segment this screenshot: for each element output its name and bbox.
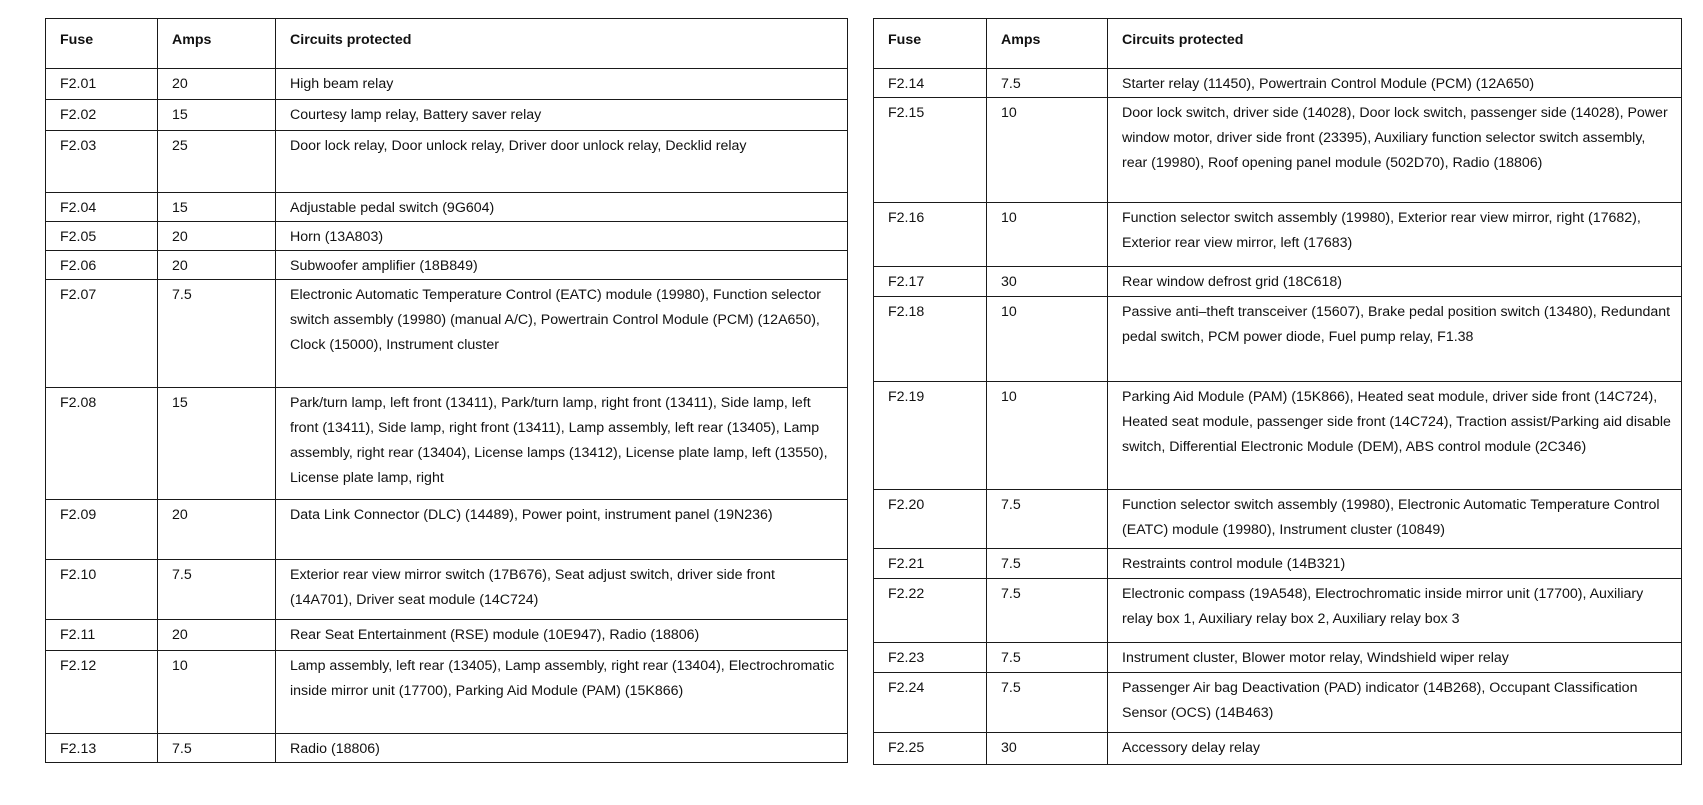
fuse-cell: F2.16	[874, 203, 987, 267]
fuse-cell: F2.14	[874, 69, 987, 98]
fuse-cell: F2.10	[46, 560, 158, 620]
header-row	[874, 19, 1682, 69]
table-row	[874, 267, 1682, 297]
circuits-cell: Door lock switch, driver side (14028), Door lock switch, passenger side (14028), Power window motor, driver side front (23395), Auxiliary function selector switch assembly, rear (19980), Roof opening panel module (502D70), Radio (18806)	[1108, 98, 1682, 203]
fuse-cell: F2.18	[874, 297, 987, 382]
amps-cell: 15	[158, 388, 276, 500]
amps-cell: 15	[158, 193, 276, 222]
amps-header: Amps	[158, 19, 276, 69]
circuits-cell: Data Link Connector (DLC) (14489), Power point, instrument panel (19N236)	[276, 500, 848, 560]
fuse-cell: F2.05	[46, 222, 158, 251]
amps-cell: 20	[158, 222, 276, 251]
circuits-cell: Exterior rear view mirror switch (17B676), Seat adjust switch, driver side front (14A701), Driver seat module (14C724)	[276, 560, 848, 620]
table-row	[874, 490, 1682, 549]
table-row	[46, 500, 848, 560]
fuse-cell: F2.21	[874, 549, 987, 579]
circuits-cell: Subwoofer amplifier (18B849)	[276, 251, 848, 280]
amps-cell: 7.5	[158, 734, 276, 763]
table-row	[46, 222, 848, 251]
table-row	[46, 251, 848, 280]
circuits-header: Circuits protected	[276, 19, 848, 69]
amps-cell: 20	[158, 500, 276, 560]
circuits-cell: Parking Aid Module (PAM) (15K866), Heated seat module, driver side front (14C724), Heated seat module, passenger side front (14C724), Traction assist/Parking aid disable switch, Differential Electronic Module (DEM), ABS control module (2C346)	[1108, 382, 1682, 490]
fuse-header: Fuse	[46, 19, 158, 69]
table-row	[874, 673, 1682, 733]
amps-cell: 10	[987, 297, 1108, 382]
table-row	[46, 651, 848, 734]
amps-cell: 10	[158, 651, 276, 734]
fuse-cell: F2.02	[46, 100, 158, 131]
circuits-cell: Door lock relay, Door unlock relay, Driver door unlock relay, Decklid relay	[276, 131, 848, 193]
table-row	[874, 579, 1682, 643]
table-row	[46, 388, 848, 500]
circuits-cell: Courtesy lamp relay, Battery saver relay	[276, 100, 848, 131]
table-row	[46, 131, 848, 193]
amps-cell: 25	[158, 131, 276, 193]
fuse-cell: F2.08	[46, 388, 158, 500]
fuse-cell: F2.19	[874, 382, 987, 490]
fuse-cell: F2.11	[46, 620, 158, 651]
table-row	[874, 297, 1682, 382]
amps-cell: 7.5	[987, 549, 1108, 579]
table-row	[874, 203, 1682, 267]
circuits-cell: Adjustable pedal switch (9G604)	[276, 193, 848, 222]
table-row	[46, 560, 848, 620]
circuits-cell: Function selector switch assembly (19980), Electronic Automatic Temperature Control (EATC) module (19980), Instrument cluster (10849)	[1108, 490, 1682, 549]
circuits-header: Circuits protected	[1108, 19, 1682, 69]
fuse-cell: F2.17	[874, 267, 987, 297]
fuse-cell: F2.20	[874, 490, 987, 549]
table-row	[46, 280, 848, 388]
table-row	[46, 193, 848, 222]
fuse-cell: F2.12	[46, 651, 158, 734]
fuse-cell: F2.22	[874, 579, 987, 643]
table-row	[46, 100, 848, 131]
circuits-cell: Instrument cluster, Blower motor relay, Windshield wiper relay	[1108, 643, 1682, 673]
amps-cell: 30	[987, 267, 1108, 297]
amps-cell: 7.5	[158, 560, 276, 620]
amps-cell: 7.5	[987, 490, 1108, 549]
circuits-cell: Passive anti–theft transceiver (15607), Brake pedal position switch (13480), Redundant pedal switch, PCM power diode, Fuel pump relay, F1.38	[1108, 297, 1682, 382]
amps-cell: 20	[158, 620, 276, 651]
amps-cell: 7.5	[987, 673, 1108, 733]
circuits-cell: Lamp assembly, left rear (13405), Lamp assembly, right rear (13404), Electrochromatic inside mirror unit (17700), Parking Aid Module (PAM) (15K866)	[276, 651, 848, 734]
amps-cell: 7.5	[158, 280, 276, 388]
circuits-cell: Electronic Automatic Temperature Control (EATC) module (19980), Function selector switch assembly (19980) (manual A/C), Powertrain Control Module (PCM) (12A650), Clock (15000), Instrument cluster	[276, 280, 848, 388]
circuits-cell: Accessory delay relay	[1108, 733, 1682, 765]
amps-cell: 7.5	[987, 643, 1108, 673]
amps-cell: 30	[987, 733, 1108, 765]
fuse-cell: F2.06	[46, 251, 158, 280]
table-row	[874, 549, 1682, 579]
amps-header: Amps	[987, 19, 1108, 69]
table-row	[874, 69, 1682, 98]
amps-cell: 10	[987, 98, 1108, 203]
fuse-cell: F2.09	[46, 500, 158, 560]
table-row	[874, 643, 1682, 673]
fuse-cell: F2.13	[46, 734, 158, 763]
amps-cell: 20	[158, 69, 276, 100]
circuits-cell: Park/turn lamp, left front (13411), Park/turn lamp, right front (13411), Side lamp, left front (13411), Side lamp, right front (13411), Lamp assembly, left rear (13405), Lamp assembly, right rear (13404), License lamps (13412), License plate lamp, left (13550), License plate lamp, right	[276, 388, 848, 500]
amps-cell: 10	[987, 382, 1108, 490]
fuse-table-left	[45, 18, 848, 763]
fuse-table-right	[873, 18, 1682, 765]
amps-cell: 7.5	[987, 579, 1108, 643]
amps-cell: 10	[987, 203, 1108, 267]
table-row	[874, 733, 1682, 765]
header-row	[46, 19, 848, 69]
fuse-cell: F2.01	[46, 69, 158, 100]
circuits-cell: Electronic compass (19A548), Electrochromatic inside mirror unit (17700), Auxiliary relay box 1, Auxiliary relay box 2, Auxiliary relay box 3	[1108, 579, 1682, 643]
circuits-cell: Passenger Air bag Deactivation (PAD) indicator (14B268), Occupant Classification Sensor (OCS) (14B463)	[1108, 673, 1682, 733]
circuits-cell: Starter relay (11450), Powertrain Control Module (PCM) (12A650)	[1108, 69, 1682, 98]
fuse-header: Fuse	[874, 19, 987, 69]
amps-cell: 20	[158, 251, 276, 280]
fuse-cell: F2.03	[46, 131, 158, 193]
fuse-cell: F2.15	[874, 98, 987, 203]
table-row	[46, 69, 848, 100]
table-row	[874, 382, 1682, 490]
amps-cell: 7.5	[987, 69, 1108, 98]
table-row	[874, 98, 1682, 203]
circuits-cell: Rear Seat Entertainment (RSE) module (10E947), Radio (18806)	[276, 620, 848, 651]
circuits-cell: Function selector switch assembly (19980), Exterior rear view mirror, right (17682), Exterior rear view mirror, left (17683)	[1108, 203, 1682, 267]
fuse-cell: F2.04	[46, 193, 158, 222]
table-row	[46, 620, 848, 651]
fuse-cell: F2.23	[874, 643, 987, 673]
fuse-cell: F2.24	[874, 673, 987, 733]
fuse-cell: F2.07	[46, 280, 158, 388]
circuits-cell: High beam relay	[276, 69, 848, 100]
circuits-cell: Rear window defrost grid (18C618)	[1108, 267, 1682, 297]
circuits-cell: Horn (13A803)	[276, 222, 848, 251]
table-row	[46, 734, 848, 763]
fuse-cell: F2.25	[874, 733, 987, 765]
amps-cell: 15	[158, 100, 276, 131]
circuits-cell: Radio (18806)	[276, 734, 848, 763]
circuits-cell: Restraints control module (14B321)	[1108, 549, 1682, 579]
